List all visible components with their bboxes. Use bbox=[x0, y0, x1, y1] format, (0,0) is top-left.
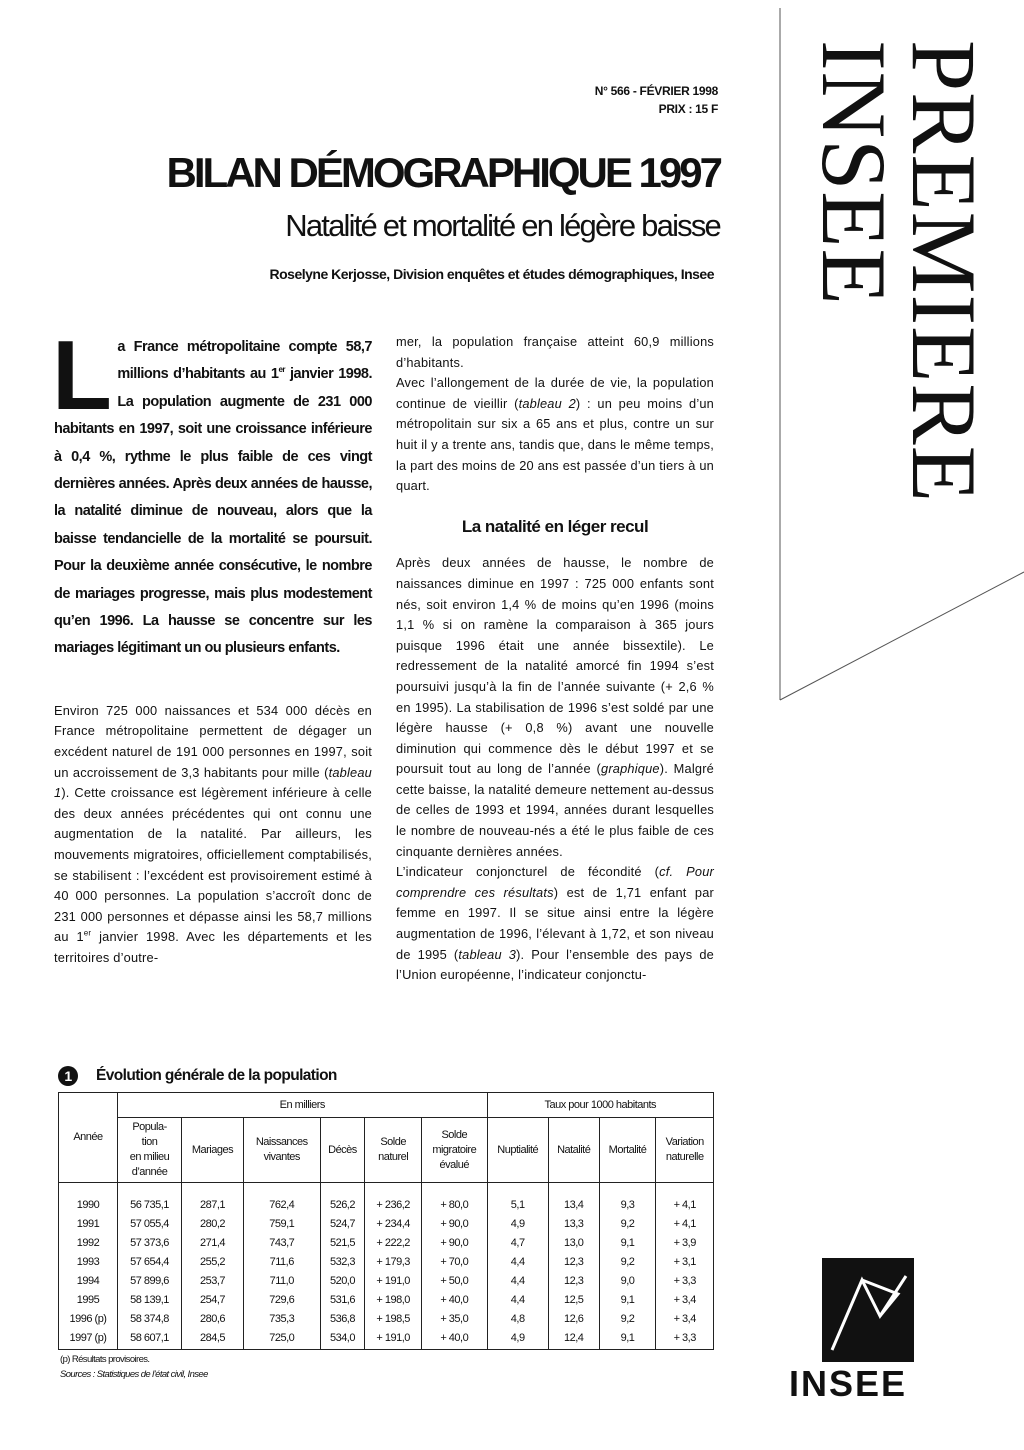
col-header-mariages: Mariages bbox=[182, 1118, 244, 1183]
table-cell: 1997 (p) bbox=[59, 1328, 118, 1350]
section-heading: La natalité en léger recul bbox=[461, 516, 649, 536]
table-cell: 1995 bbox=[59, 1290, 118, 1309]
col-header-naissances: Naissances vivantes bbox=[243, 1118, 320, 1183]
col-header-annee: Année bbox=[59, 1093, 118, 1183]
logo-wordmark: INSEE bbox=[788, 1363, 908, 1404]
table-row bbox=[59, 1309, 714, 1328]
table-cell: 1996 (p) bbox=[59, 1309, 118, 1328]
table-cell: + 191,0 bbox=[365, 1271, 422, 1290]
logo-mark-icon bbox=[822, 1258, 914, 1362]
table-cell: 524,7 bbox=[320, 1214, 365, 1233]
col-header-solde-naturel: Solde naturel bbox=[365, 1118, 422, 1183]
table-cell: + 40,0 bbox=[421, 1290, 487, 1309]
paragraph-vieillissement: Avec l’allongement de la durée de vie, la population continue de vieillir (tableau 2) : un peu moins d’un métropolitain sur six a 65 ans et plus, contre un sur huit il y a trente ans, tandis que, dans le même temps, la part des moins de 20 ans est passée d’un tiers à un quart. bbox=[396, 375, 714, 494]
table-cell: 9,2 bbox=[599, 1252, 656, 1271]
issue-info bbox=[520, 82, 718, 118]
left-body-text: Environ 725 000 naissances et 534 000 décès en France métropolitaine permettent de dégager un excédent naturel de 191 000 personnes en 1997, soit un accroissement de 3,3 habitants pour mille (tableau 1). Cette croissance est légèrement inférieure à celle des deux années précédentes qui ont connu une augmentation de la natalité. Par ailleurs, les mouvements migratoires, officiellement comptabilisés, se stabilisent : l’excédent est provisoirement estimé à 40 000 personnes. La population s’accroît donc de 231 000 personnes et dépasse ainsi les 58,7 millions au 1er janvier 1998. Avec les départements et les territoires d’outre- bbox=[54, 702, 372, 965]
paragraph-population: mer, la population française atteint 60,9 millions d’habitants. bbox=[396, 334, 714, 370]
table-cell: 280,6 bbox=[182, 1309, 244, 1328]
table-cell: 762,4 bbox=[243, 1183, 320, 1215]
table-cell: 4,9 bbox=[487, 1214, 548, 1233]
table-cell: 9,1 bbox=[599, 1328, 656, 1350]
table-cell: 729,6 bbox=[243, 1290, 320, 1309]
paragraph-natalite: Après deux années de hausse, le nombre de naissances diminue en 1997 : 725 000 enfants sont nés, soit environ 1,4 % de moins qu’en 1996 (moins 1,1 % si on ramène la comparaison à 365 jours puisque 1996 était une année bissextile). Le redressement de la natalité amorcé fin 1994 s’est poursuivi jusqu’à la fin de l’année suivante (+ 2,6 % en 1995). La stabilisation de 1996 s’est soldé par une légère hausse (+ 0,8 %) avant une nouvelle diminution qui commence dès le début 1997 et se poursuit tout au long de l’année (graphique). Malgré cette baisse, la natalité demeure nettement au-dessus de celles de 1993 et 1994, années durant lesquelles le nombre de nouveau-nés a été le plus faible de ces cinquante dernières années. bbox=[396, 555, 714, 859]
table-cell: 58 139,1 bbox=[118, 1290, 182, 1309]
issue-price: PRIX : 15 F bbox=[658, 102, 718, 116]
group-header-milliers: En milliers bbox=[118, 1093, 488, 1118]
paragraph-fecondite: L’indicateur conjoncturel de fécondité (cf. Pour comprendre ces résultats) est de 1,71 enfant par femme en 1997. Il se situe ainsi entre la légère augmentation de 1996, l’élevant à 1,72, et son niveau de 1995 (tableau 3). Pour l’ensemble des pays de l’Union européenne, l’indicateur conjonctu- bbox=[396, 864, 714, 983]
right-column bbox=[396, 332, 714, 986]
table-cell: + 3,9 bbox=[656, 1233, 714, 1252]
table-number-badge: 1 bbox=[58, 1066, 78, 1086]
insee-logo-icon bbox=[822, 1258, 914, 1362]
table-cell: 4,8 bbox=[487, 1309, 548, 1328]
brand-insee-vertical: INSEE bbox=[803, 40, 905, 306]
table-cell: + 191,0 bbox=[365, 1328, 422, 1350]
table-cell: + 222,2 bbox=[365, 1233, 422, 1252]
table-cell: 12,5 bbox=[548, 1290, 599, 1309]
table-cell: 58 607,1 bbox=[118, 1328, 182, 1350]
table-cell: + 198,5 bbox=[365, 1309, 422, 1328]
table-cell: 280,2 bbox=[182, 1214, 244, 1233]
table-cell: 253,7 bbox=[182, 1271, 244, 1290]
table-cell: + 3,4 bbox=[656, 1290, 714, 1309]
table-title bbox=[58, 1066, 658, 1086]
table-row bbox=[59, 1183, 714, 1215]
table-cell: + 3,4 bbox=[656, 1309, 714, 1328]
table-cell: 735,3 bbox=[243, 1309, 320, 1328]
table-cell: + 3,3 bbox=[656, 1271, 714, 1290]
table-cell: 57 899,6 bbox=[118, 1271, 182, 1290]
table-cell: + 179,3 bbox=[365, 1252, 422, 1271]
issue-number: N° 566 - FÉVRIER 1998 bbox=[594, 84, 718, 98]
table-cell: 9,2 bbox=[599, 1214, 656, 1233]
table-cell: 536,8 bbox=[320, 1309, 365, 1328]
table-cell: 725,0 bbox=[243, 1328, 320, 1350]
table-cell: 4,7 bbox=[487, 1233, 548, 1252]
col-header-population: Popula- tion en milieu d’année bbox=[118, 1118, 182, 1183]
table-cell: + 198,0 bbox=[365, 1290, 422, 1309]
table-row bbox=[59, 1233, 714, 1252]
table-cell: 255,2 bbox=[182, 1252, 244, 1271]
table-cell: 4,9 bbox=[487, 1328, 548, 1350]
table-cell: 711,6 bbox=[243, 1252, 320, 1271]
table-cell: 13,0 bbox=[548, 1233, 599, 1252]
col-header-deces: Décès bbox=[320, 1118, 365, 1183]
table-cell: 1992 bbox=[59, 1233, 118, 1252]
drop-cap: L bbox=[52, 320, 112, 430]
col-header-solde-migratoire: Solde migratoire évalué bbox=[421, 1118, 487, 1183]
table-cell: + 234,4 bbox=[365, 1214, 422, 1233]
group-header-taux: Taux pour 1000 habitants bbox=[487, 1093, 713, 1118]
table-cell: 12,4 bbox=[548, 1328, 599, 1350]
table-title-text: Évolution générale de la population bbox=[96, 1067, 337, 1084]
table-cell: 9,3 bbox=[599, 1183, 656, 1215]
table-source: Sources : Statistiques de l’état civil, Insee bbox=[60, 1369, 208, 1380]
table-cell: 57 055,4 bbox=[118, 1214, 182, 1233]
table-row bbox=[59, 1214, 714, 1233]
table-cell: 534,0 bbox=[320, 1328, 365, 1350]
table-cell: + 236,2 bbox=[365, 1183, 422, 1215]
table-cell: 711,0 bbox=[243, 1271, 320, 1290]
table-cell: 9,1 bbox=[599, 1290, 656, 1309]
table-cell: 271,4 bbox=[182, 1233, 244, 1252]
table-cell: 1994 bbox=[59, 1271, 118, 1290]
table-cell: 58 374,8 bbox=[118, 1309, 182, 1328]
table-cell: 12,3 bbox=[548, 1271, 599, 1290]
left-column bbox=[52, 320, 372, 969]
table-cell: 12,3 bbox=[548, 1252, 599, 1271]
table-cell: 520,0 bbox=[320, 1271, 365, 1290]
table-cell: 9,1 bbox=[599, 1233, 656, 1252]
table-footnote: (p) Résultats provisoires. bbox=[60, 1354, 150, 1365]
table-cell: 526,2 bbox=[320, 1183, 365, 1215]
table-cell: 4,4 bbox=[487, 1271, 548, 1290]
table-cell: 759,1 bbox=[243, 1214, 320, 1233]
table-cell: 13,4 bbox=[548, 1183, 599, 1215]
table-cell: 9,0 bbox=[599, 1271, 656, 1290]
table-cell: + 35,0 bbox=[421, 1309, 487, 1328]
lead-paragraph: La France métropolitaine compte 58,7 millions d’habitants au 1er janvier 1998. La population augmente de 231 000 habitants en 1997, soit une croissance inférieure à 0,4 %, rythme le plus faible de ces vingt dernières années. Après deux années de hausse, la natalité diminue de nouveau, alors que la baisse tendancielle de la mortalité se poursuit. Pour la deuxième année consécutive, le nombre de mariages progresse, mais plus modestement qu’en 1996. La hausse se concentre sur les mariages légitimant un ou plusieurs enfants. bbox=[52, 320, 372, 657]
table-cell: 531,6 bbox=[320, 1290, 365, 1309]
table-cell: 9,2 bbox=[599, 1309, 656, 1328]
table-cell: + 80,0 bbox=[421, 1183, 487, 1215]
page-title: BILAN DÉMOGRAPHIQUE 1997 bbox=[166, 149, 720, 196]
table-cell: 5,1 bbox=[487, 1183, 548, 1215]
table-cell: + 90,0 bbox=[421, 1214, 487, 1233]
table-cell: + 3,1 bbox=[656, 1252, 714, 1271]
table-cell: + 70,0 bbox=[421, 1252, 487, 1271]
col-header-mortalite: Mortalité bbox=[599, 1118, 656, 1183]
table-cell: 12,6 bbox=[548, 1309, 599, 1328]
table-cell: 4,4 bbox=[487, 1290, 548, 1309]
table-cell: 1993 bbox=[59, 1252, 118, 1271]
col-header-natalite: Natalité bbox=[548, 1118, 599, 1183]
table-cell: + 4,1 bbox=[656, 1183, 714, 1215]
brand-premiere-vertical: PREMIERE bbox=[893, 40, 995, 503]
table-cell: 254,7 bbox=[182, 1290, 244, 1309]
col-header-variation: Variation naturelle bbox=[656, 1118, 714, 1183]
table-cell: + 90,0 bbox=[421, 1233, 487, 1252]
table-cell: 13,3 bbox=[548, 1214, 599, 1233]
table-cell: + 3,3 bbox=[656, 1328, 714, 1350]
table-cell: 1991 bbox=[59, 1214, 118, 1233]
table-cell: 56 735,1 bbox=[118, 1183, 182, 1215]
table-cell: + 4,1 bbox=[656, 1214, 714, 1233]
table-cell: 57 373,6 bbox=[118, 1233, 182, 1252]
table-cell: 1990 bbox=[59, 1183, 118, 1215]
table-cell: 743,7 bbox=[243, 1233, 320, 1252]
table-cell: 521,5 bbox=[320, 1233, 365, 1252]
table-row bbox=[59, 1290, 714, 1309]
table-row bbox=[59, 1252, 714, 1271]
author-line: Roselyne Kerjosse, Division enquêtes et études démographiques, Insee bbox=[269, 266, 714, 282]
population-table bbox=[58, 1092, 714, 1350]
table-row bbox=[59, 1271, 714, 1290]
table-cell: 532,3 bbox=[320, 1252, 365, 1271]
table-cell: 284,5 bbox=[182, 1328, 244, 1350]
table-cell: + 40,0 bbox=[421, 1328, 487, 1350]
table-cell: 4,4 bbox=[487, 1252, 548, 1271]
table-cell: 287,1 bbox=[182, 1183, 244, 1215]
table-row bbox=[59, 1328, 714, 1350]
table-cell: 57 654,4 bbox=[118, 1252, 182, 1271]
page-subtitle: Natalité et mortalité en légère baisse bbox=[285, 208, 720, 243]
table-cell: + 50,0 bbox=[421, 1271, 487, 1290]
col-header-nuptialite: Nuptialité bbox=[487, 1118, 548, 1183]
